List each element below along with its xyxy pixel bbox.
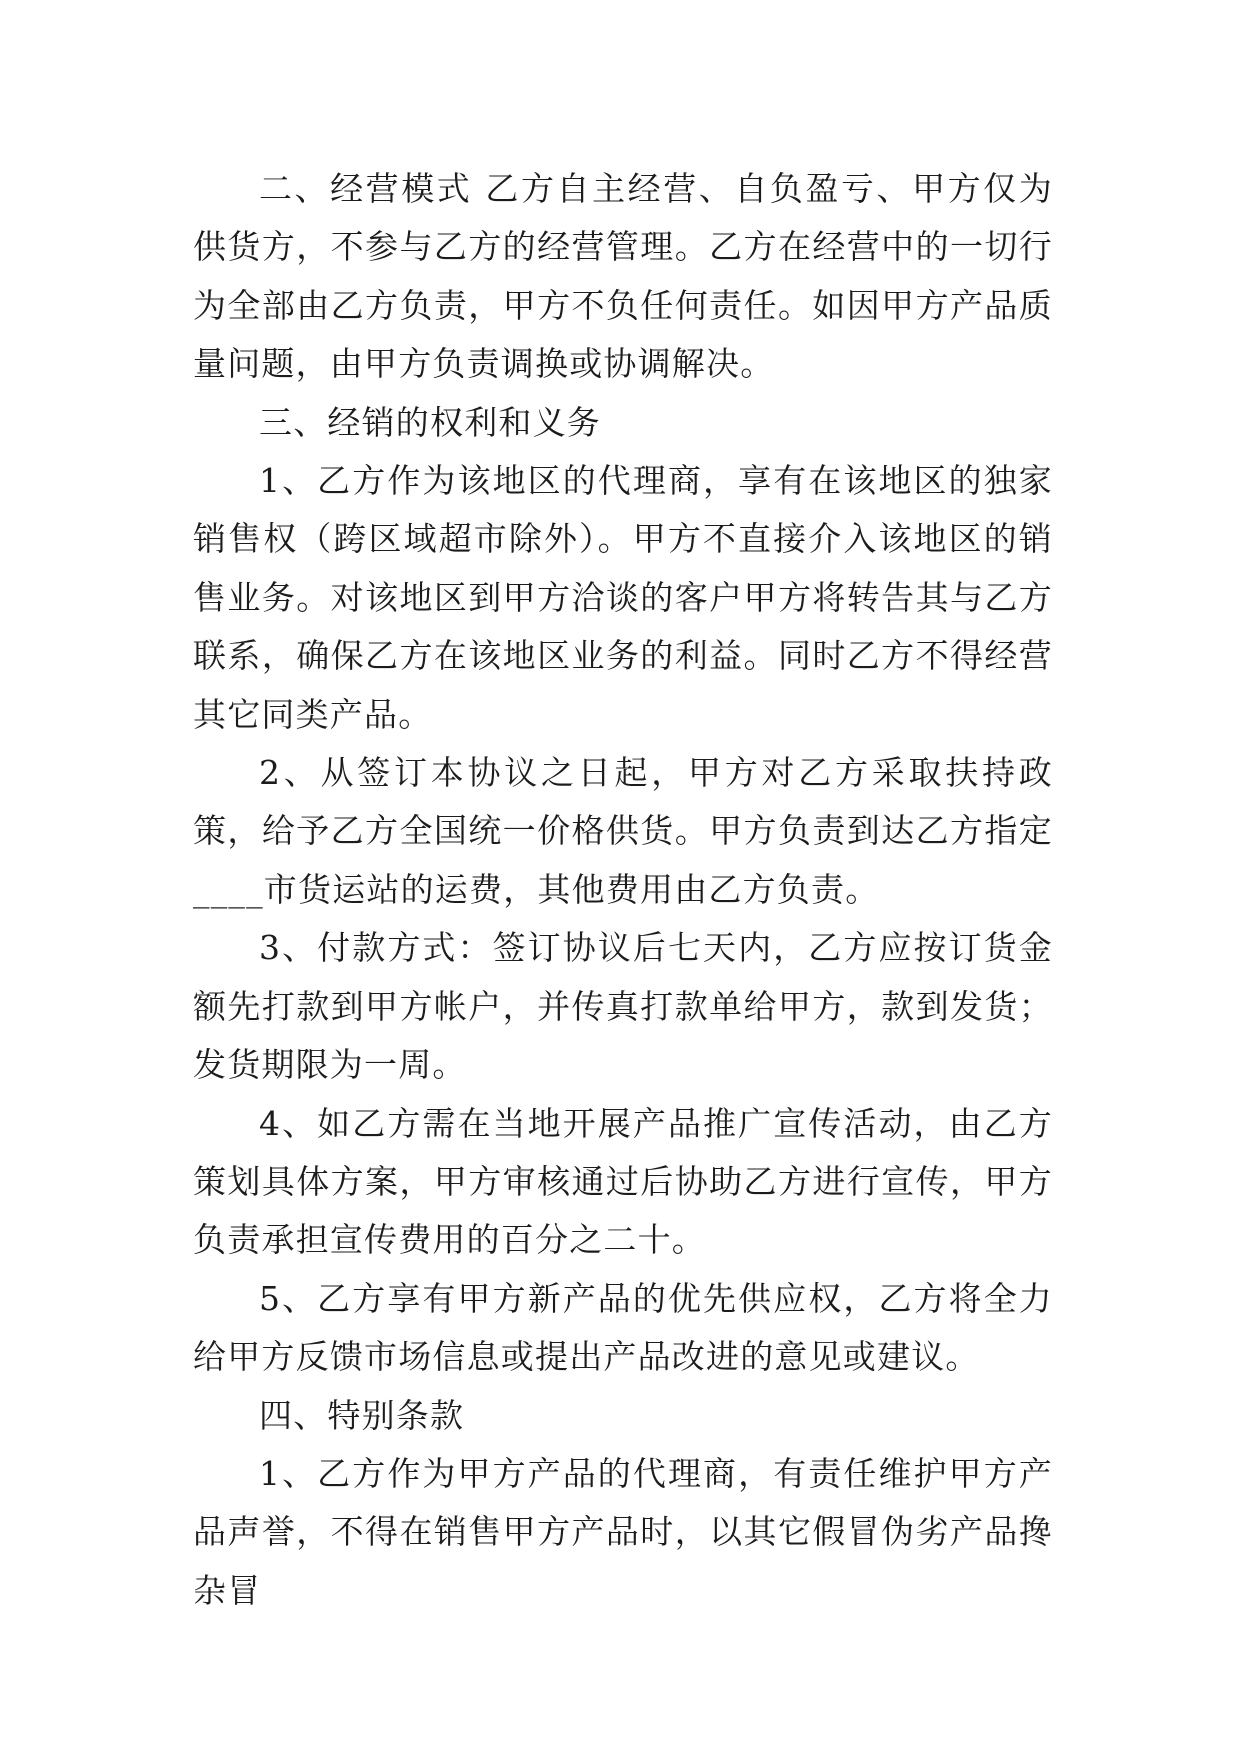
heading-rights-obligations: 三、经销的权利和义务: [259, 402, 601, 442]
paragraph-clause-5: 5、乙方享有甲方新产品的优先供应权，乙方将全力给甲方反馈市场信息或提出产品改进的意见或建议。: [193, 1278, 1053, 1377]
document-body: [193, 160, 1053, 1620]
heading-special-terms: 四、特别条款: [259, 1395, 465, 1435]
paragraph-clause-2: 2、从签订本协议之日起，甲方对乙方采取扶持政策，给予乙方全国统一价格供货。甲方负责到达乙方指定____市货运站的运费，其他费用由乙方负责。: [193, 753, 1053, 909]
paragraph-clause-3: 3、付款方式：签订协议后七天内，乙方应按订货金额先打款到甲方帐户，并传真打款单给甲方，款到发货；发货期限为一周。: [193, 928, 1053, 1085]
paragraph-clause-4: 4、如乙方需在当地开展产品推广宣传活动，由乙方策划具体方案，甲方审核通过后协助乙方进行宣传，甲方负责承担宣传费用的百分之二十。: [193, 1103, 1053, 1260]
paragraph-business-model: 二、经营模式 乙方自主经营、自负盈亏、甲方仅为供货方，不参与乙方的经营管理。乙方在经营中的一切行为全部由乙方负责，甲方不负任何责任。如因甲方产品质量问题，由甲方负责调换或协调解决。: [193, 169, 1053, 384]
paragraph-special-clause-1: 1、乙方作为甲方产品的代理商，有责任维护甲方产品声誉，不得在销售甲方产品时，以其它假冒伪劣产品搀杂冒: [193, 1453, 1053, 1610]
paragraph-clause-1: 1、乙方作为该地区的代理商，享有在该地区的独家销售权（跨区域超市除外）。甲方不直接介入该地区的销售业务。对该地区到甲方洽谈的客户甲方将转告其与乙方联系，确保乙方在该地区业务的利益。同时乙方不得经营其它同类产品。: [193, 461, 1053, 734]
